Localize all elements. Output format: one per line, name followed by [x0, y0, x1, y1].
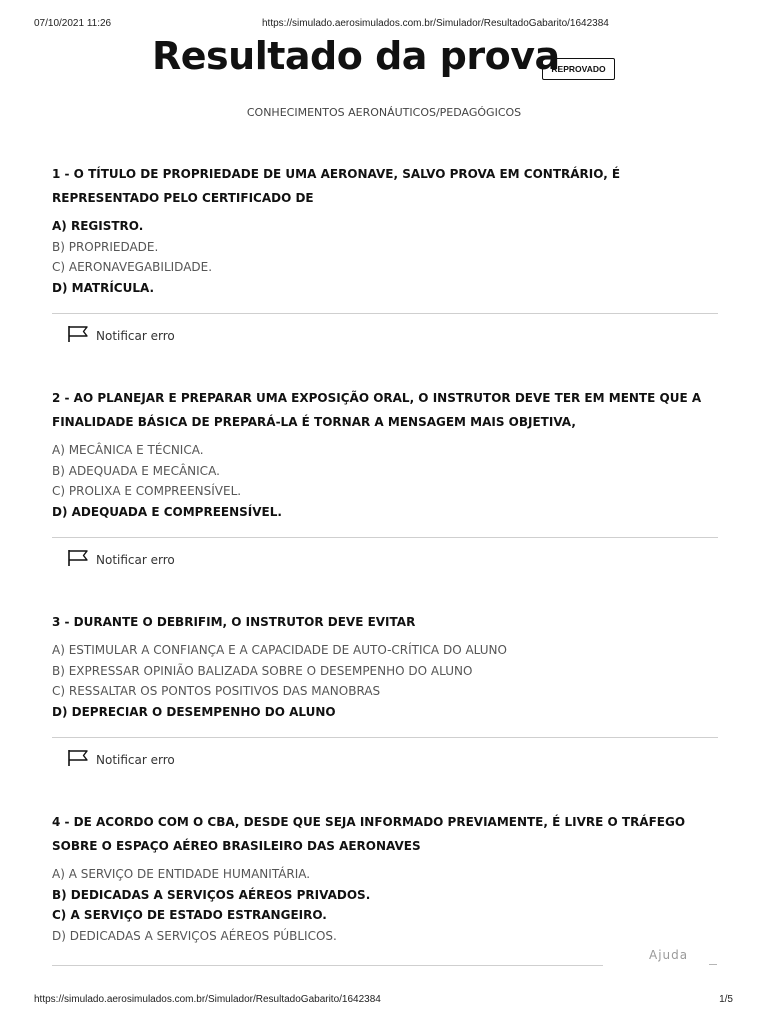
option-d: D) DEPRECIAR O DESEMPENHO DO ALUNO — [52, 704, 336, 719]
question-3 — [52, 610, 718, 768]
flag-icon — [67, 749, 89, 767]
subject-label: CONHECIMENTOS AERONÁUTICOS/PEDAGÓGICOS — [246, 106, 522, 119]
question-1 — [52, 162, 718, 344]
option-b: B) DEDICADAS A SERVIÇOS AÉREOS PRIVADOS. — [52, 887, 371, 902]
question-4 — [52, 810, 718, 946]
option-c: C) PROLIXA E COMPREENSÍVEL. — [52, 484, 242, 498]
flag-icon — [67, 549, 89, 567]
divider — [52, 537, 718, 538]
question-text: 3 - DURANTE O DEBRIFIM, O INSTRUTOR DEVE EVITAR — [52, 615, 416, 629]
option-b: B) EXPRESSAR OPINIÃO BALIZADA SOBRE O DESEMPENHO DO ALUNO — [52, 663, 473, 678]
flag-icon — [67, 325, 89, 343]
status-badge: REPROVADO — [542, 58, 615, 80]
report-error-label: Notificar erro — [96, 553, 175, 567]
option-d: D) MATRÍCULA. — [52, 280, 155, 295]
option-a: A) MECÂNICA E TÉCNICA. — [52, 443, 204, 457]
question-text: 4 - DE ACORDO COM O CBA, DESDE QUE SEJA INFORMADO PREVIAMENTE, É LIVRE O TRÁFEGO SOBRE O ESPAÇO AÉREO BRASILEIRO DAS AERONAVES — [52, 815, 686, 853]
options-list — [52, 864, 718, 946]
print-footer-url: https://simulado.aerosimulados.com.br/Simulador/ResultadoGabarito/1642384 — [34, 994, 381, 1005]
report-error-button[interactable] — [67, 324, 718, 344]
option-c: C) A SERVIÇO DE ESTADO ESTRANGEIRO. — [52, 908, 327, 922]
page-title: Resultado da prova — [152, 34, 560, 78]
print-url: https://simulado.aerosimulados.com.br/Simulador/ResultadoGabarito/1642384 — [262, 18, 609, 29]
option-d: D) ADEQUADA E COMPREENSÍVEL. — [52, 504, 282, 519]
divider — [52, 313, 718, 314]
report-error-label: Notificar erro — [96, 329, 175, 343]
options-list — [52, 440, 718, 522]
option-d: D) DEDICADAS A SERVIÇOS AÉREOS PÚBLICOS. — [52, 928, 337, 943]
divider — [52, 965, 603, 966]
option-b: B) PROPRIEDADE. — [52, 239, 159, 254]
report-error-label: Notificar erro — [96, 753, 175, 767]
question-2 — [52, 386, 718, 568]
option-a: A) A SERVIÇO DE ENTIDADE HUMANITÁRIA. — [52, 867, 311, 881]
options-list — [52, 216, 718, 298]
report-error-button[interactable] — [67, 748, 718, 768]
option-c: C) AERONAVEGABILIDADE. — [52, 260, 213, 274]
page-number: 1/5 — [719, 994, 733, 1005]
question-text: 1 - O TÍTULO DE PROPRIEDADE DE UMA AERONAVE, SALVO PROVA EM CONTRÁRIO, É REPRESENTADO PELO CERTIFICADO DE — [52, 167, 621, 205]
divider — [52, 737, 718, 738]
print-datetime: 07/10/2021 11:26 — [34, 18, 112, 29]
question-text: 2 - AO PLANEJAR E PREPARAR UMA EXPOSIÇÃO ORAL, O INSTRUTOR DEVE TER EM MENTE QUE A FINALIDADE BÁSICA DE PREPARÁ-LA É TORNAR A MENSAGEM MAIS OBJETIVA, — [52, 391, 702, 429]
option-b: B) ADEQUADA E MECÂNICA. — [52, 463, 220, 478]
option-a: A) ESTIMULAR A CONFIANÇA E A CAPACIDADE DE AUTO-CRÍTICA DO ALUNO — [52, 643, 507, 657]
option-c: C) RESSALTAR OS PONTOS POSITIVOS DAS MANOBRAS — [52, 684, 381, 698]
option-a: A) REGISTRO. — [52, 219, 144, 233]
options-list — [52, 640, 718, 722]
report-error-button[interactable] — [67, 548, 718, 568]
help-button[interactable]: Ajuda — [649, 948, 689, 962]
help-minimize-handle[interactable] — [709, 964, 717, 965]
